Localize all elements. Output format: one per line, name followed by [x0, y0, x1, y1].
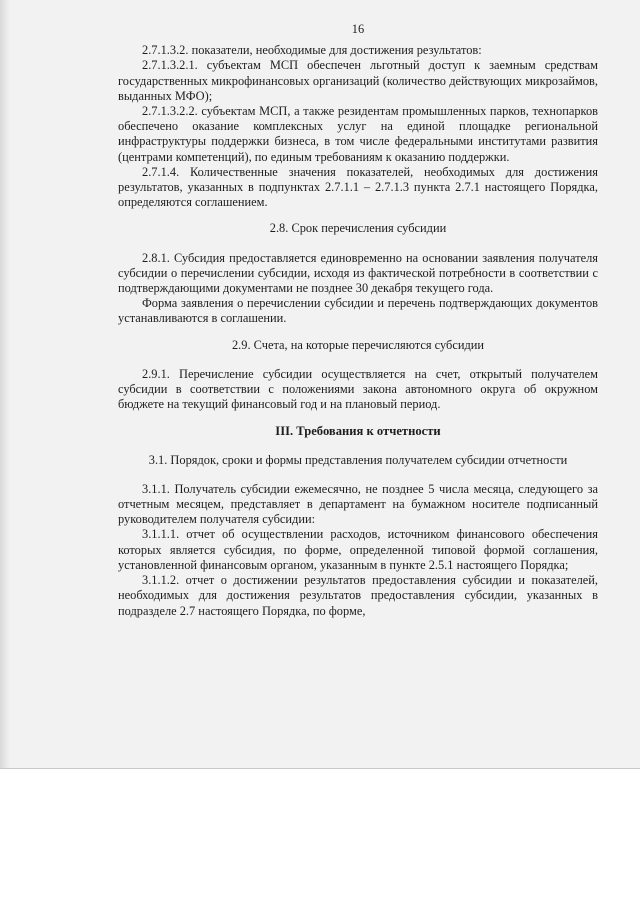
paragraph-3-1-1: 3.1.1. Получатель субсидии ежемесячно, не позднее 5 числа месяца, следующего за отчетным месяцем, представляет в департамент на бумажном носителе подписанный руководителем получателя субсидии:: [118, 481, 598, 527]
paragraph-3-1-1-2: 3.1.1.2. отчет о достижении результатов предоставления субсидии и показателей, необходимых для достижения результатов предоставления субсидии, указанных в подразделе 2.7 настоящего Порядка, по форме,: [118, 573, 598, 618]
paragraph-3-1-1-1: 3.1.1.1. отчет об осуществлении расходов, источником финансового обеспечения которых является субсидия, по форме, определенной типовой формой соглашения, установленной финансовым органом, указанным в пункте 2.5.1 настоящего Порядка;: [118, 527, 598, 572]
page-number: 16: [351, 22, 365, 36]
paragraph-2-9-1: 2.9.1. Перечисление субсидии осуществляется на счет, открытый получателем субсидии в соответствии с положениями закона автономного округа об окружном бюджете на текущий финансовый год и на плановый период.: [118, 366, 598, 412]
heading-2-9: 2.9. Счета, на которые перечисляются субсидии: [231, 337, 485, 352]
paragraph-2-7-1-4: 2.7.1.4. Количественные значения показателей, необходимых для достижения результатов, указанных в подпунктах 2.7.1.1 – 2.7.1.3 пункта 2.7.1 настоящего Порядка, определяются соглашением.: [118, 164, 598, 210]
paragraph-2-7-1-3-2: 2.7.1.3.2. показатели, необходимые для достижения результатов:: [142, 43, 482, 58]
heading-2-8: 2.8. Срок перечисления субсидии: [269, 221, 447, 236]
paragraph-2-7-1-3-2-2: 2.7.1.3.2.2. субъектам МСП, а также резидентам промышленных парков, технопарков обеспечено оказание комплексных услуг на единой площадке региональной инфраструктуры поддержки бизнеса, в том числе федеральными институтами развития (центрами компетенций), по единым требованиям к оказанию поддержки.: [118, 104, 598, 164]
paragraph-2-8-1-form: Форма заявления о перечислении субсидии и перечень подтверждающих документов устанавливаются в соглашении.: [118, 296, 598, 326]
paragraph-2-8-1: 2.8.1. Субсидия предоставляется единовременно на основании заявления получателя субсидии о перечислении субсидии, исходя из фактической потребности в соответствии с подтверждающими документами не позднее 30 декабря текущего года.: [118, 250, 598, 296]
heading-3-1: 3.1. Порядок, сроки и формы представления получателем субсидии отчетности: [148, 452, 568, 467]
document-page: [118, 22, 598, 619]
section-3-title: III. Требования к отчетности: [275, 424, 441, 439]
paragraph-2-7-1-3-2-1: 2.7.1.3.2.1. субъектам МСП обеспечен льготный доступ к заемным средствам государственных микрофинансовых организаций (количество действующих микрозаймов, выданных МФО);: [118, 58, 598, 103]
